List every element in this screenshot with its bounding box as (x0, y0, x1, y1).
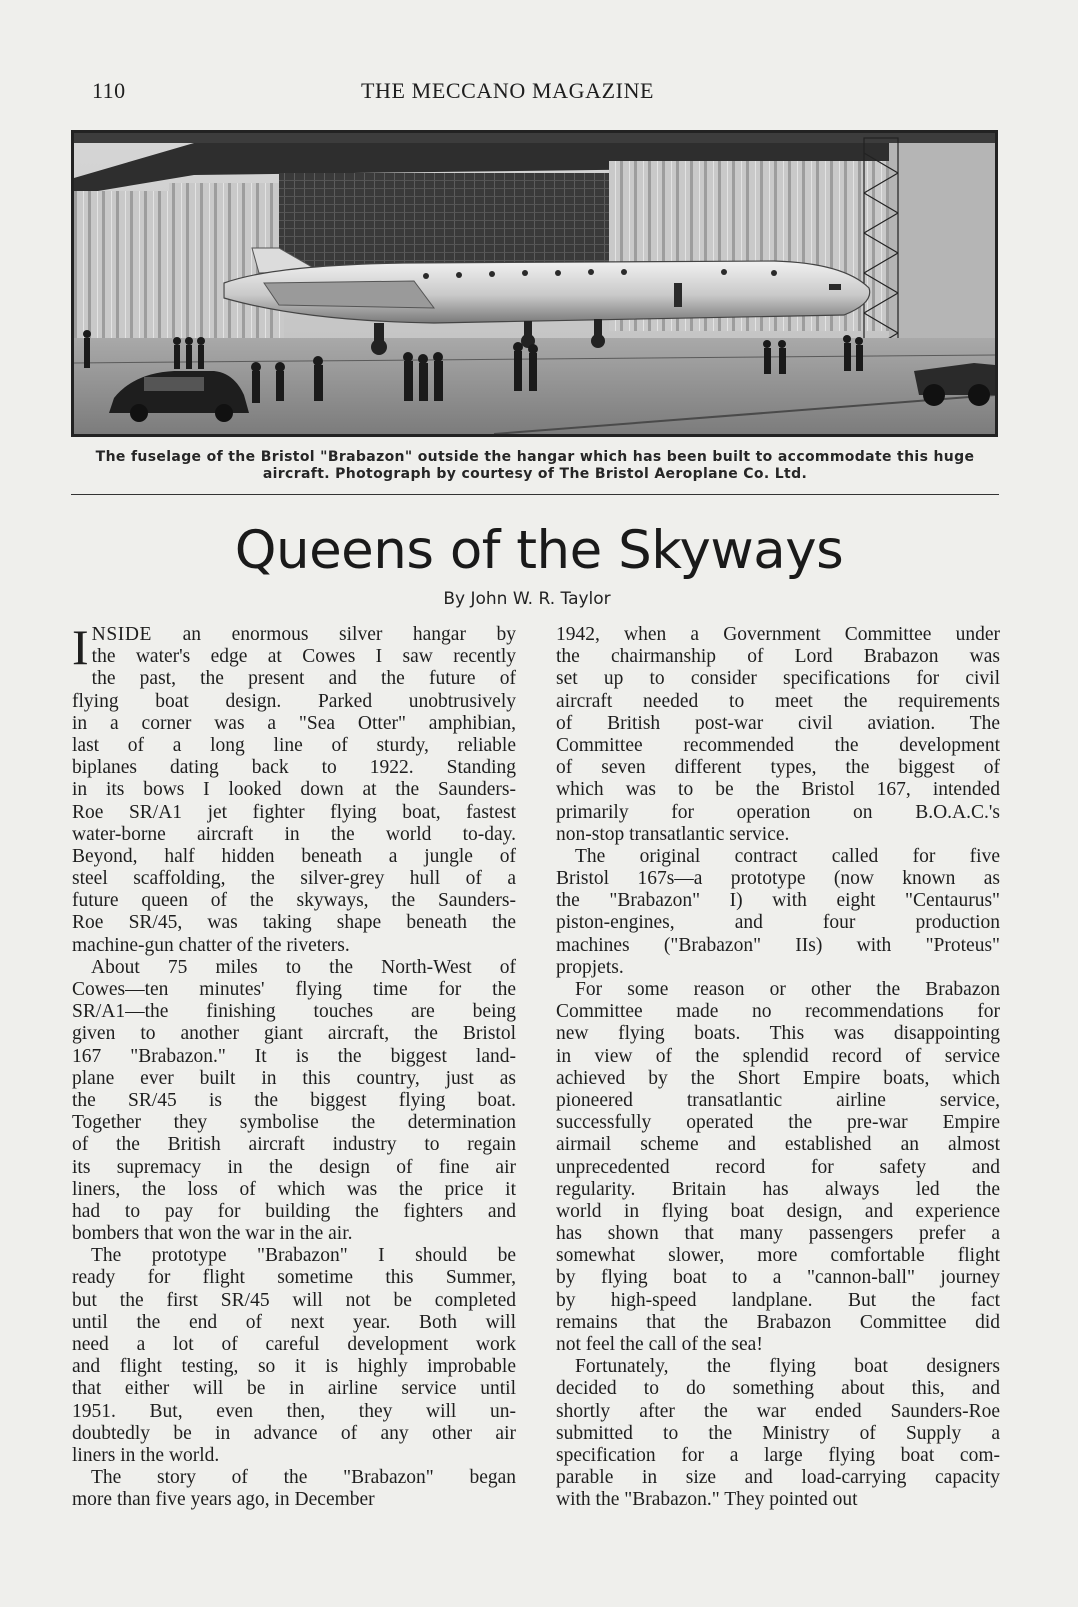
article-text-line: not feel the call of the sea! (556, 1334, 763, 1355)
article-text-line: 167 "Brabazon." It is the biggest land- (72, 1045, 516, 1067)
article-text-line: decided to do something about this, and (556, 1378, 1000, 1400)
article-text-line: somewhat slower, more comfortable flight (556, 1245, 1000, 1267)
article-text-line: specification for a large flying boat com- (556, 1444, 1000, 1466)
article-text-line: bombers that won the war in the air. (72, 1223, 353, 1245)
article-text-line: biplanes dating back to 1922. Standing (72, 757, 516, 779)
article-column-right (556, 624, 1000, 1512)
article-text-line: by flying boat to a "cannon-ball" journey (556, 1267, 1000, 1289)
hangar-photograph (71, 130, 998, 437)
article-text-line: had to pay for building the fighters and (72, 1200, 516, 1222)
article-text-line: The story of the "Brabazon" began (91, 1467, 516, 1489)
article-text-line: which was to be the Bristol 167, intended (556, 779, 1000, 801)
article-text-line: the water's edge at Cowes I saw recently (91, 646, 516, 668)
article-text-line: Committee made no recommendations for (556, 1001, 1000, 1023)
article-text-line: pioneered transatlantic airline service, (556, 1089, 1000, 1111)
magazine-title: THE MECCANO MAGAZINE (361, 78, 655, 103)
article-text-line: regularity. Britain has always led the (556, 1178, 1000, 1200)
article-text-line: of seven different types, the biggest of (556, 757, 1000, 779)
article-text-line: with the "Brabazon." They pointed out (556, 1489, 858, 1511)
article-text-line: its supremacy in the design of fine air (72, 1156, 516, 1178)
article-text-line: has shown that many passengers prefer a (556, 1223, 1000, 1245)
caption-line: The fuselage of the Bristol "Brabazon" outside the hangar which has been built to accommodate this huge (95, 449, 975, 465)
article-text-line: ready for flight sometime this Summer, (72, 1267, 516, 1289)
article-text-line: Roe SR/A1 jet fighter flying boat, fastest (72, 801, 516, 823)
article-text-line: the SR/45 is the biggest flying boat. (72, 1089, 516, 1111)
article-text-line: remains that the Brabazon Committee did (556, 1311, 1000, 1333)
lead-in-text: an enormous silver hangar by (152, 624, 516, 645)
article-text-line: set up to consider specifications for civil (556, 668, 1000, 690)
article-text-line: unprecedented record for safety and (556, 1156, 1000, 1178)
article-text-line: parable in size and load-carrying capacity (556, 1467, 1000, 1489)
article-text-line: About 75 miles to the North-West of (91, 956, 516, 978)
article-text-line: need a lot of careful development work (72, 1334, 516, 1355)
article-text-line: For some reason or other the Brabazon (575, 979, 1000, 1000)
section-divider (71, 494, 999, 495)
article-text-line: world in flying boat design, and experience (556, 1200, 1000, 1222)
article-text-line: future queen of the skyways, the Saunders- (72, 890, 516, 912)
article-text-line: Roe SR/45, was taking shape beneath the (72, 912, 516, 934)
article-text-line: non-stop transatlantic service. (556, 823, 790, 845)
article-text-line: of the British aircraft industry to regain (72, 1134, 516, 1156)
article-text-line: piston-engines, and four production (556, 912, 1000, 934)
caption-line: aircraft. Photograph by courtesy of The Bristol Aeroplane Co. Ltd. (262, 466, 808, 482)
article-text-line: machine-gun chatter of the riveters. (72, 934, 350, 956)
article-text-line: Committee recommended the development (556, 734, 1000, 756)
article-text-line: plane ever built in this country, just as (72, 1067, 516, 1089)
page-number: 110 (92, 78, 126, 103)
article-text-line: steel scaffolding, the silver-grey hull of a (72, 868, 516, 890)
article-text-line: propjets. (556, 956, 624, 978)
article-text-line: by high-speed landplane. But the fact (556, 1289, 1000, 1311)
article-text-line: Beyond, half hidden beneath a jungle of (72, 845, 516, 867)
article-text-line: in view of the splendid record of service (556, 1045, 1000, 1067)
article-text-line (72, 624, 516, 646)
article-text-line: achieved by the Short Empire boats, which (556, 1067, 1000, 1089)
article-text-line: water-borne aircraft in the world to-day. (72, 823, 516, 845)
article-text-line: until the end of next year. Both will (72, 1311, 516, 1333)
article-text-line: primarily for operation on B.O.A.C.'s (556, 801, 1000, 823)
article-text-line: Cowes—ten minutes' flying time for the (72, 979, 516, 1000)
article-text-line: liners in the world. (72, 1444, 220, 1466)
article-text-line: successfully operated the pre-war Empire (556, 1112, 1000, 1134)
brabazon-hangar-illustration (74, 133, 995, 434)
article-text-line: Fortunately, the flying boat designers (575, 1356, 1000, 1378)
article-text-line: new flying boats. This was disappointing (556, 1023, 1000, 1045)
article-text-line: in its bows I looked down at the Saunders- (72, 779, 516, 801)
article-text-line: and flight testing, so it is highly improbable (72, 1356, 516, 1378)
lead-in-caps: NSIDE (91, 624, 153, 645)
article-text-line: doubtedly be in advance of any other air (72, 1422, 516, 1444)
article-text-line: machines ("Brabazon" IIs) with "Proteus" (556, 934, 1000, 956)
article-text-line: given to another giant aircraft, the Bristol (72, 1023, 516, 1045)
article-text-line: more than five years ago, in December (72, 1489, 375, 1511)
article-text-line: 1951. But, even then, they will un- (72, 1400, 516, 1422)
article-text-line: shortly after the war ended Saunders-Roe (556, 1400, 1000, 1422)
article-text-line: of British post-war civil aviation. The (556, 712, 1000, 734)
article-text-line: 1942, when a Government Committee under (556, 624, 1000, 645)
article-text-line: Bristol 167s—a prototype (now known as (556, 868, 1000, 890)
article-text-line: the chairmanship of Lord Brabazon was (556, 646, 1000, 668)
article-text-line: that either will be in airline service until (72, 1378, 516, 1400)
article-text-line: The original contract called for five (575, 845, 1000, 867)
article-text-line: in a corner was a "Sea Otter" amphibian, (72, 712, 516, 734)
article-text-line: airmail scheme and established an almost (556, 1134, 1000, 1156)
article-text-line: aircraft needed to meet the requirements (556, 690, 1000, 712)
article-text-line: Together they symbolise the determination (72, 1112, 516, 1134)
drop-cap: I (72, 619, 89, 675)
article-text-line: flying boat design. Parked unobtrusively (72, 690, 516, 712)
article-text-line: but the first SR/45 will not be completed (72, 1289, 516, 1311)
article-text-line: the past, the present and the future of (91, 668, 516, 690)
article-text-line: liners, the loss of which was the price it (72, 1178, 516, 1200)
article-column-left (72, 619, 516, 1512)
article-text-line: last of a long line of sturdy, reliable (72, 734, 516, 756)
page-header (0, 78, 1078, 112)
article-title: Queens of the Skyways (234, 520, 844, 581)
article-text-line: submitted to the Ministry of Supply a (556, 1422, 1000, 1444)
article-byline: By John W. R. Taylor (443, 589, 611, 609)
article-text-line: the "Brabazon" I) with eight "Centaurus" (556, 890, 1000, 912)
article-text-line: The prototype "Brabazon" I should be (91, 1245, 516, 1267)
article-text-line: SR/A1—the finishing touches are being (72, 1001, 516, 1023)
photo-caption (66, 449, 1004, 483)
